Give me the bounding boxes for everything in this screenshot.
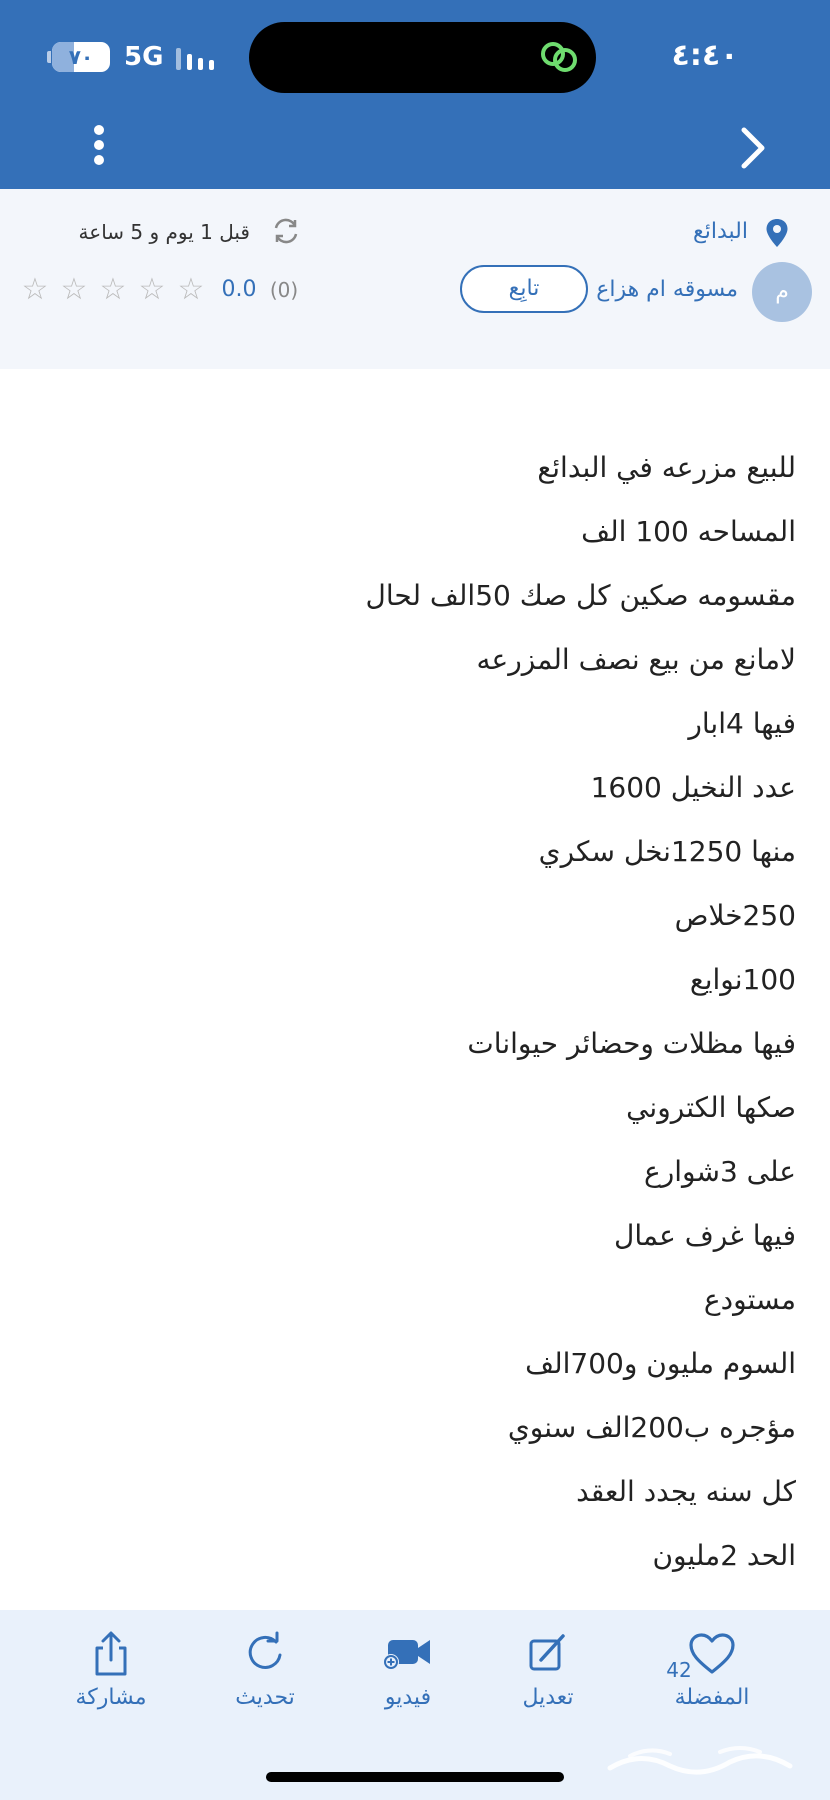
refresh-button[interactable] bbox=[205, 1630, 325, 1720]
seller-avatar[interactable]: م bbox=[752, 262, 812, 322]
edit-button[interactable] bbox=[488, 1630, 608, 1720]
video-label: فيديو bbox=[384, 1685, 432, 1710]
description-line: صكها الكتروني bbox=[626, 1091, 796, 1124]
description-line: مؤجره ب200الف سنوي bbox=[507, 1411, 796, 1444]
description-line: السوم مليون و700الف bbox=[525, 1347, 796, 1380]
home-indicator[interactable] bbox=[266, 1772, 564, 1782]
favorites-label: المفضلة bbox=[674, 1685, 750, 1710]
refresh-label: تحديث bbox=[235, 1685, 295, 1710]
description-line: مقسومه صكين كل صك 50الف لحال bbox=[365, 579, 796, 612]
refresh-icon bbox=[239, 1630, 291, 1678]
description-line: كل سنه يجدد العقد bbox=[576, 1475, 796, 1508]
description-line: فيها 4ابار bbox=[688, 707, 796, 740]
chevron-right-icon[interactable] bbox=[728, 122, 776, 174]
description-line: الحد 2مليون bbox=[652, 1539, 796, 1572]
signal-icon bbox=[176, 46, 220, 70]
kebab-menu-icon[interactable] bbox=[82, 120, 116, 174]
description-line: 250خلاص bbox=[674, 899, 796, 932]
listing-time-ago: قبل 1 يوم و 5 ساعة bbox=[78, 220, 250, 244]
favorites-count: 42 bbox=[666, 1658, 692, 1682]
description-line: على 3شوارع bbox=[644, 1155, 796, 1188]
description-line: فيها غرف عمال bbox=[614, 1219, 796, 1252]
description-line: المساحه 100 الف bbox=[581, 515, 796, 548]
rating-stars[interactable] bbox=[18, 268, 208, 312]
map-pin-icon bbox=[765, 218, 789, 248]
star-icon[interactable]: ☆ bbox=[60, 272, 88, 307]
description-line: عدد النخيل 1600 bbox=[590, 771, 796, 804]
description-line: مستودع bbox=[703, 1283, 796, 1316]
description-line: للبيع مزرعه في البدائع bbox=[537, 451, 796, 484]
share-button[interactable] bbox=[51, 1630, 171, 1720]
description-line: منها 1250نخل سكري bbox=[538, 835, 796, 868]
watermark-logo bbox=[600, 1734, 800, 1784]
description-line: 100نوايع bbox=[689, 963, 796, 996]
video-button[interactable] bbox=[348, 1630, 468, 1720]
video-add-icon bbox=[382, 1630, 434, 1678]
network-type: 5G bbox=[124, 42, 164, 72]
star-icon[interactable]: ☆ bbox=[21, 272, 49, 307]
rating-count: (0) bbox=[269, 278, 299, 302]
star-icon[interactable]: ☆ bbox=[138, 272, 166, 307]
share-icon bbox=[85, 1630, 137, 1678]
battery-nub bbox=[47, 51, 51, 63]
seller-name[interactable]: مسوقه ام هزاع bbox=[596, 277, 738, 302]
edit-icon bbox=[522, 1630, 574, 1678]
listing-location[interactable]: البدائع bbox=[693, 219, 748, 244]
edit-label: تعديل bbox=[522, 1685, 574, 1710]
description-line: لامانع من بيع نصف المزرعه bbox=[476, 643, 796, 676]
link-icon bbox=[534, 38, 584, 76]
refresh-icon bbox=[270, 216, 302, 246]
status-time: ٤:٤٠ bbox=[671, 38, 739, 73]
battery-percent: ٧٠ bbox=[68, 45, 94, 69]
follow-button[interactable]: تابِع bbox=[460, 265, 588, 313]
star-icon[interactable]: ☆ bbox=[99, 272, 127, 307]
description-line: فيها مظلات وحضائر حيوانات bbox=[467, 1027, 796, 1060]
star-icon[interactable]: ☆ bbox=[177, 272, 205, 307]
share-label: مشاركة bbox=[75, 1685, 147, 1710]
rating-value: 0.0 bbox=[221, 277, 257, 302]
